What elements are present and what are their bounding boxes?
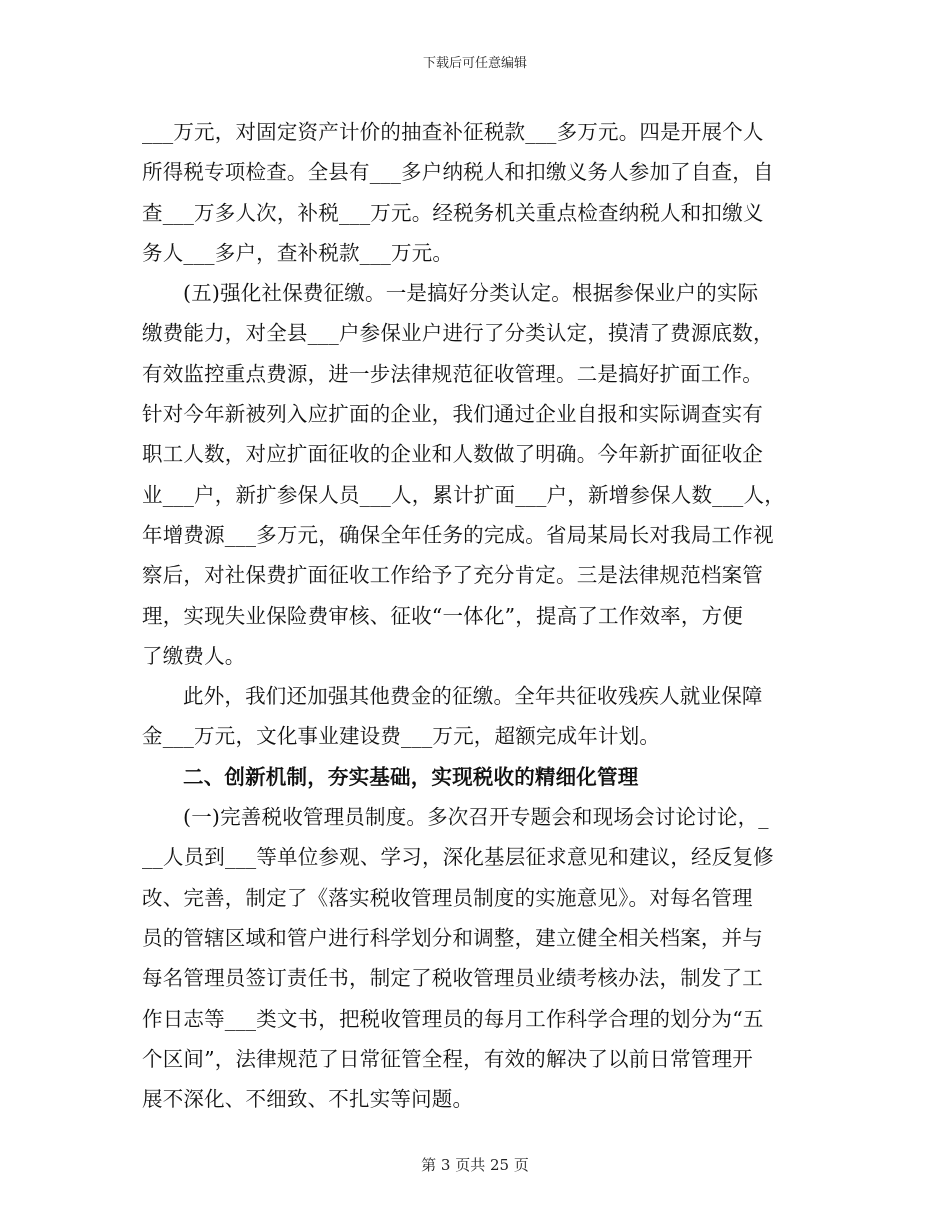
text-line: 个区间”，法律规范了日常征管全程，有效的解决了以前日常管理开	[142, 1046, 753, 1071]
text-line: 所得税专项检查。全县有___多户纳税人和扣缴义务人参加了自查，自	[142, 160, 774, 185]
text-line: 察后，对社保费扩面征收工作给予了充分肯定。三是法律规范档案管	[142, 563, 763, 588]
text-line: 作日志等___类文书，把税收管理员的每月工作科学合理的划分为“五	[142, 1006, 764, 1031]
text-line: 业___户，新扩参保人员___人，累计扩面___户，新增参保人数___人，	[142, 482, 785, 507]
text-line: 每名管理员签订责任书，制定了税收管理员业绩考核办法，制发了工	[142, 966, 763, 991]
text-line: 此外，我们还加强其他费金的征缴。全年共征收残疾人就业保障	[183, 684, 763, 709]
page-footer: 第 3 页共 25 页	[421, 1156, 529, 1174]
text-line: 务人___多户，查补税款___万元。	[142, 240, 454, 265]
text-line: 改、完善，制定了《落实税收管理员制度的实施意见》。对每名管理	[142, 885, 753, 910]
text-line: 职工人数，对应扩面征收的企业和人数做了明确。今年新扩面征收企	[142, 442, 763, 467]
text-line: 有效监控重点费源，进一步法律规范征收管理。二是搞好扩面工作。	[142, 361, 763, 386]
text-line: 缴费能力，对全县___户参保业户进行了分类认定，摸清了费源底数，	[142, 321, 774, 346]
text-line: (一)完善税收管理员制度。多次召开专题会和现场会讨论讨论，_	[183, 805, 769, 830]
page-header: 下载后可任意编辑	[422, 56, 527, 71]
text-line: 了缴费人。	[142, 643, 246, 668]
text-line: (五)强化社保费征缴。一是搞好分类认定。根据参保业户的实际	[183, 281, 759, 306]
text-line: 金___万元，文化事业建设费___万元，超额完成年计划。	[142, 724, 661, 749]
section-heading: 二、创新机制，夯实基础，实现税收的精细化管理	[183, 764, 639, 789]
text-line: ___万元，对固定资产计价的抽查补征税款___多万元。四是开展个人	[142, 120, 764, 144]
text-line: 理，实现失业保险费审核、征收“一体化”，提高了工作效率，方便	[142, 603, 743, 628]
text-line: 查___万多人次，补税___万元。经税务机关重点检查纳税人和扣缴义	[142, 200, 764, 225]
text-line: 员的管辖区域和管户进行科学划分和调整，建立健全相关档案，并与	[142, 925, 763, 950]
document-body	[142, 112, 810, 1119]
text-line: __人员到___等单位参观、学习，深化基层征求意见和建议，经反复修	[142, 845, 774, 870]
text-line: 年增费源___多万元，确保全年任务的完成。省局某局长对我局工作视	[142, 522, 774, 547]
text-line: 展不深化、不细致、不扎实等问题。	[142, 1087, 474, 1112]
text-line: 针对今年新被列入应扩面的企业，我们通过企业自报和实际调查实有	[142, 402, 763, 427]
